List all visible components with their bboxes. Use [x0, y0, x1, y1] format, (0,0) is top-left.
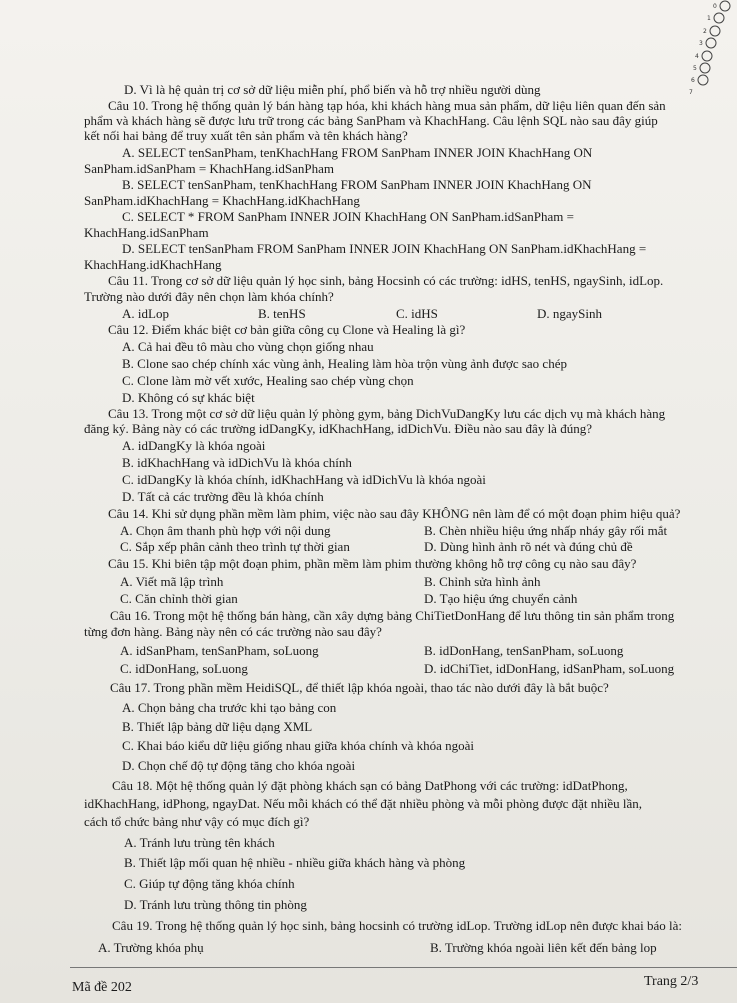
q16-option-a: A. idSanPham, tenSanPham, soLuong [120, 643, 319, 658]
q16-stem-2: từng đơn hàng. Bảng này nên có các trường nào sau đây? [84, 624, 382, 639]
answer-bubble-marks [677, 0, 737, 110]
q12-option-d: D. Không có sự khác biệt [122, 390, 255, 405]
q15-option-b: B. Chỉnh sửa hình ảnh [424, 574, 541, 589]
q9-option-d: D. Vì là hệ quản trị cơ sở dữ liệu miễn phí, phổ biến và hỗ trợ nhiều người dùng [124, 82, 541, 97]
bubble-0 [720, 1, 730, 11]
q14-option-d: D. Dùng hình ảnh rõ nét và đúng chủ đề [424, 539, 633, 554]
q14-option-b: B. Chèn nhiều hiệu ứng nhấp nháy gây rối mắt [424, 523, 668, 538]
q10-option-d-1: D. SELECT tenSanPham FROM SanPham INNER JOIN KhachHang ON SanPham.idKhachHang = [122, 241, 647, 256]
q10-option-c-2: KhachHang.idSanPham [84, 225, 209, 240]
q14-option-a: A. Chọn âm thanh phù hợp với nội dung [120, 523, 331, 538]
q10-option-b-2: SanPham.idKhachHang = KhachHang.idKhachHang [84, 193, 360, 208]
q19-stem: Câu 19. Trong hệ thống quản lý học sinh, bảng hocsinh có trường idLop. Trường idLop nên được khai báo là: [112, 918, 683, 933]
q18-stem-3: cách tổ chức bảng như vậy có mục đích gì? [84, 814, 310, 829]
q16-option-c: C. idDonHang, soLuong [120, 661, 248, 676]
q12-option-a: A. Cả hai đều tô màu cho vùng chọn giống nhau [122, 339, 374, 354]
q14-stem: Câu 14. Khi sử dụng phần mềm làm phim, việc nào sau đây KHÔNG nên làm để có một đoạn phim hiệu quả? [108, 506, 681, 521]
mark-1: 1 [707, 15, 711, 22]
q11-stem-2: Trường nào dưới đây nên chọn làm khóa chính? [84, 289, 334, 304]
q11-option-a: A. idLop [122, 306, 169, 321]
bubble-6 [698, 75, 708, 85]
q15-option-d: D. Tạo hiệu ứng chuyển cảnh [424, 591, 578, 606]
q19-option-a: A. Trường khóa phụ [98, 940, 204, 955]
q17-option-c: C. Khai báo kiểu dữ liệu giống nhau giữa khóa chính và khóa ngoài [122, 738, 475, 753]
mark-3: 3 [699, 40, 703, 47]
q13-option-a: A. idDangKy là khóa ngoài [122, 438, 266, 453]
q17-option-b: B. Thiết lập bảng dữ liệu dạng XML [122, 719, 313, 734]
q13-stem-2: đăng ký. Bảng này có các trường idDangKy, idKhachHang, idDichVu. Điều nào sau đây là đúng? [84, 421, 592, 436]
q10-stem-2: phẩm và khách hàng sẽ được lưu trữ trong các bảng SanPham và KhachHang. Câu lệnh SQL nào sau đây giúp [84, 113, 658, 128]
q13-option-d: D. Tất cả các trường đều là khóa chính [122, 489, 324, 504]
mark-7: 7 [689, 89, 693, 96]
q11-option-b: B. tenHS [258, 306, 306, 321]
q14-option-c: C. Sắp xếp phân cảnh theo trình tự thời gian [120, 539, 350, 554]
bubble-2 [710, 26, 720, 36]
q11-stem-1: Câu 11. Trong cơ sở dữ liệu quản lý học sinh, bảng Hocsinh có các trường: idHS, tenHS, ngaySinh, idLop. [108, 273, 664, 288]
mark-5: 5 [693, 65, 697, 72]
q10-option-c-1: C. SELECT * FROM SanPham INNER JOIN KhachHang ON SanPham.idSanPham = [122, 209, 574, 224]
q17-stem: Câu 17. Trong phần mềm HeidiSQL, để thiết lập khóa ngoài, thao tác nào dưới đây là bắt buộc? [110, 680, 609, 695]
mark-6: 6 [691, 77, 695, 84]
q18-option-c: C. Giúp tự động tăng khóa chính [124, 876, 295, 891]
q16-stem-1: Câu 16. Trong một hệ thống bán hàng, cần xây dựng bảng ChiTietDonHang để lưu thông tin sản phẩm trong [110, 608, 675, 623]
q10-option-d-2: KhachHang.idKhachHang [84, 257, 222, 272]
q16-option-d: D. idChiTiet, idDonHang, idSanPham, soLuong [424, 661, 675, 676]
q10-option-b-1: B. SELECT tenSanPham, tenKhachHang FROM SanPham INNER JOIN KhachHang ON [122, 177, 592, 192]
q13-option-c: C. idDangKy là khóa chính, idKhachHang và idDichVu là khóa ngoài [122, 472, 486, 487]
bubble-1 [714, 13, 724, 23]
q12-option-c: C. Clone làm mờ vết xước, Healing sao chép vùng chọn [122, 373, 414, 388]
q13-option-b: B. idKhachHang và idDichVu là khóa chính [122, 455, 352, 470]
q12-option-b: B. Clone sao chép chính xác vùng ảnh, Healing làm hòa trộn vùng ảnh được sao chép [122, 356, 567, 371]
bubble-5 [700, 63, 710, 73]
q18-stem-2: idKhachHang, idPhong, ngayDat. Nếu mỗi khách có thể đặt nhiều phòng và mỗi phòng được đặt nhiều lần, [84, 796, 642, 811]
q19-option-b: B. Trường khóa ngoài liên kết đến bảng lop [430, 940, 657, 955]
q17-option-a: A. Chọn bảng cha trước khi tạo bảng con [122, 700, 337, 715]
exam-code: Mã đề 202 [72, 980, 132, 995]
q13-stem-1: Câu 13. Trong một cơ sở dữ liệu quản lý phòng gym, bảng DichVuDangKy lưu các dịch vụ mà khách hàng [108, 406, 666, 421]
q16-option-b: B. idDonHang, tenSanPham, soLuong [424, 643, 624, 658]
q11-option-c: C. idHS [396, 306, 438, 321]
q12-stem: Câu 12. Điểm khác biệt cơ bản giữa công cụ Clone và Healing là gì? [108, 322, 466, 337]
footer-rule [70, 967, 737, 968]
q18-option-a: A. Tránh lưu trùng tên khách [124, 835, 275, 850]
mark-0: 0 [713, 3, 717, 10]
q15-option-c: C. Căn chỉnh thời gian [120, 591, 238, 606]
q15-option-a: A. Viết mã lập trình [120, 574, 224, 589]
q10-option-a-2: SanPham.idSanPham = KhachHang.idSanPham [84, 161, 334, 176]
q10-option-a-1: A. SELECT tenSanPham, tenKhachHang FROM SanPham INNER JOIN KhachHang ON [122, 145, 593, 160]
q15-stem: Câu 15. Khi biên tập một đoạn phim, phần mềm làm phim thường không hỗ trợ công cụ nào sau đây? [108, 556, 637, 571]
mark-4: 4 [695, 53, 699, 60]
q11-option-d: D. ngaySinh [537, 306, 602, 321]
mark-2: 2 [703, 28, 707, 35]
q17-option-d: D. Chọn chế độ tự động tăng cho khóa ngoài [122, 758, 356, 773]
page-number: Trang 2/3 [644, 974, 699, 989]
q10-stem-1: Câu 10. Trong hệ thống quản lý bán hàng tạp hóa, khi khách hàng mua sản phẩm, dữ liệu liên quan đến sản [108, 98, 666, 113]
q18-option-b: B. Thiết lập mối quan hệ nhiều - nhiều giữa khách hàng và phòng [124, 855, 466, 870]
bubble-3 [706, 38, 716, 48]
q18-option-d: D. Tránh lưu trùng thông tin phòng [124, 897, 307, 912]
q10-stem-3: kết nối hai bảng để truy xuất tên sản phẩm và tên khách hàng? [84, 128, 408, 143]
q18-stem-1: Câu 18. Một hệ thống quản lý đặt phòng khách sạn có bảng DatPhong với các trường: idDatPhong, [112, 778, 628, 793]
bubble-4 [702, 51, 712, 61]
